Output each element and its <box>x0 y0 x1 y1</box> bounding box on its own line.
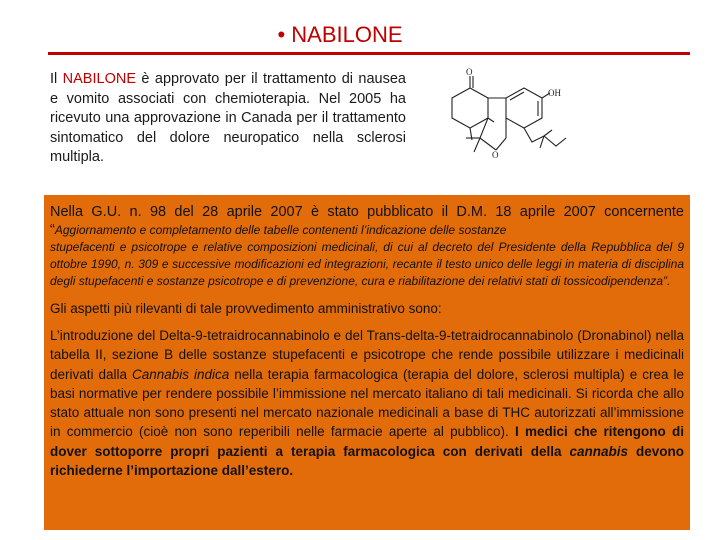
aspects-heading: Gli aspetti più rilevanti di tale provvedimento amministrativo sono: <box>50 301 442 316</box>
page-title: • NABILONE <box>277 22 403 47</box>
aspects-paragraph <box>50 326 684 480</box>
intro-paragraph <box>50 70 406 168</box>
oxygen-label-top: O <box>466 67 473 77</box>
nabilone-structure-diagram <box>440 66 570 166</box>
decree-lead: Nella G.U. n. 98 del 28 aprile 2007 è stato pubblicato il D.M. 18 aprile 2007 concernente “ <box>50 204 684 238</box>
cannabis-term: cannabis <box>569 443 628 459</box>
aspects-text-a: L’introduzione del Delta-9-tetraidrocannabinolo e del Trans-delta-9-tetraidrocannabinolo (Dronabinol) nella tabella II, sezione B delle sostanze stupefacenti e psicotrope che rende possibile utilizzare i medicinali derivati dalla <box>50 328 684 382</box>
import-note-b: devono richiederne l’importazione dall’estero. <box>50 443 684 479</box>
title-divider <box>48 52 690 55</box>
aspects-text-b: nella terapia farmacologica (terapia del dolore, sclerosi multipla) e crea le basi normative per rendere possibile l’immissione nel mercato italiano di tali medicinali. Si ricorda che allo stato attuale non sono presenti nel mercato nazionale medicinali a base di THC autorizzati all’immissione in commercio (cioè non sono reperibili nelle farmacie aperte al pubblico). <box>50 366 685 440</box>
decree-info-box <box>44 195 690 530</box>
oxygen-label-ring: O <box>492 150 499 160</box>
intro-prefix: Il <box>50 71 63 87</box>
decree-title-rest: stupefacenti e psicotrope e relative composizioni medicinali, di cui al decreto del Presidente della Repubblica del 9 ottobre 1990, n. 309 e successive modificazioni ed integrazioni, recante il testo unico delle leggi in materia di disciplina degli stupefacenti e sostanze psicotrope e di prevenzione, cura e riabilitazione dei relativi stati di tossicodipendenza”. <box>50 240 684 288</box>
decree-paragraph <box>50 203 684 290</box>
intro-text: è approvato per il trattamento di nausea e vomito associati con chemioterapia. Nel 2005 ha ricevuto una approvazione in Canada per il trattamento sintomatico del dolore neuropatico nella sclerosi multipla. <box>50 71 406 165</box>
import-note-a: I medici che ritengono di dover sottoporre propri pazienti a terapia farmacologica con derivati della <box>50 424 684 459</box>
decree-title-inline: Aggiornamento e completamento delle tabelle contenenti l’indicazione delle sostanze <box>54 223 507 237</box>
cannabis-indica-term: Cannabis indica <box>132 366 230 382</box>
hydroxyl-label: OH <box>548 88 561 98</box>
intro-highlight: NABILONE <box>62 71 136 87</box>
